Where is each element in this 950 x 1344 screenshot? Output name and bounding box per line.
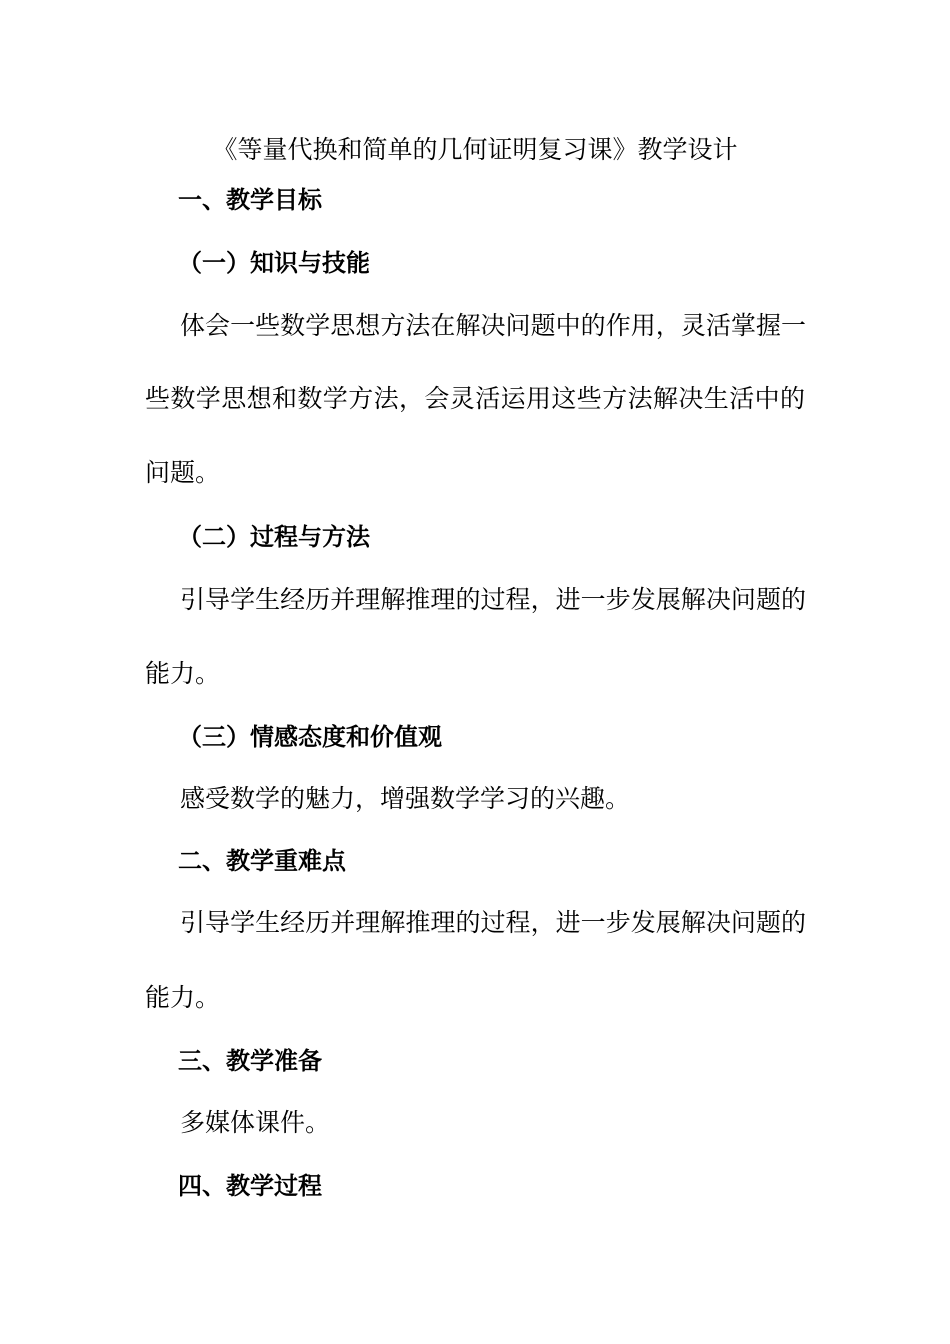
paragraph-line: 问题。	[145, 458, 221, 487]
subsection-heading-attitudes-values: （三）情感态度和价值观	[178, 723, 442, 751]
paragraph-line: 引导学生经历并理解推理的过程，进一步发展解决问题的	[180, 585, 806, 614]
section-heading-teaching-process: 四、教学过程	[178, 1172, 322, 1200]
section-heading-objectives: 一、教学目标	[178, 186, 322, 214]
paragraph-line: 引导学生经历并理解推理的过程，进一步发展解决问题的	[180, 908, 806, 937]
section-heading-preparation: 三、教学准备	[178, 1047, 322, 1075]
subsection-heading-process-methods: （二）过程与方法	[178, 523, 370, 551]
section-heading-key-difficulties: 二、教学重难点	[178, 847, 346, 875]
paragraph-line: 能力。	[145, 983, 221, 1012]
paragraph-line: 多媒体课件。	[180, 1108, 331, 1137]
subsection-heading-knowledge-skills: （一）知识与技能	[178, 249, 370, 277]
document-title: 《等量代换和简单的几何证明复习课》教学设计	[212, 135, 738, 164]
paragraph-line: 些数学思想和数学方法，会灵活运用这些方法解决生活中的	[145, 384, 805, 413]
paragraph-line: 感受数学的魅力，增强数学学习的兴趣。	[180, 784, 631, 813]
paragraph-line: 能力。	[145, 659, 221, 688]
paragraph-line: 体会一些数学思想方法在解决问题中的作用，灵活掌握一	[180, 311, 806, 340]
